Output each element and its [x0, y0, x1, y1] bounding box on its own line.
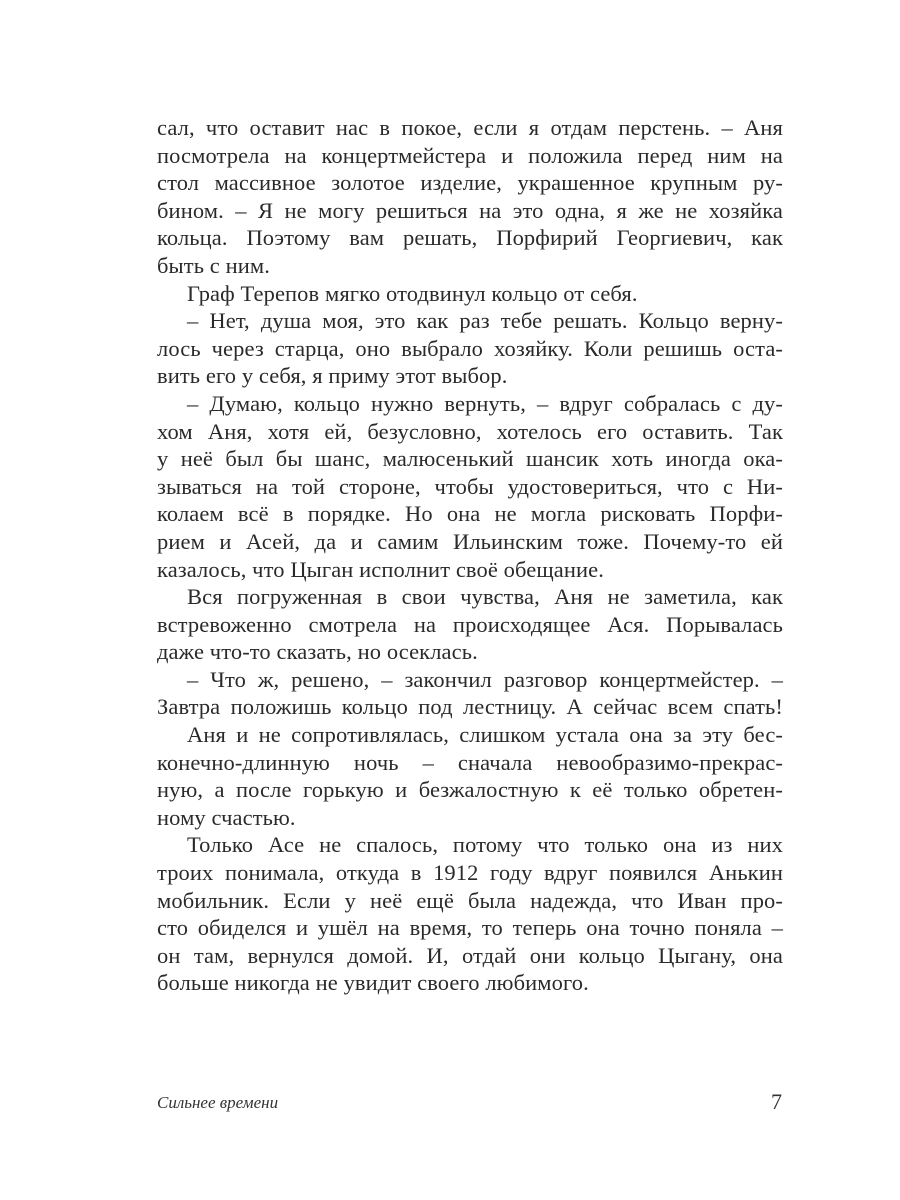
- text-line: колаем всё в порядке. Но она не могла рисковать Порфи-: [157, 501, 783, 527]
- text-line: даже что-то сказать, но осеклась.: [157, 639, 478, 665]
- paragraph: [157, 721, 783, 831]
- text-line: посмотрела на концертмейстера и положила перед ним на: [157, 142, 783, 168]
- text-line: у неё был бы шанс, малюсенький шансик хоть иногда ока-: [157, 446, 783, 472]
- text-line: встревоженно смотрела на происходящее Ася. Порывалась: [157, 611, 783, 637]
- text-line: мобильник. Если у неё ещё была надежда, что Иван про-: [157, 887, 783, 913]
- text-line: хом Аня, хотя ей, безусловно, хотелось его оставить. Так: [157, 418, 783, 444]
- text-line: казалось, что Цыган исполнит своё обещание.: [157, 556, 604, 582]
- text-line: сал, что оставит нас в покое, если я отдам перстень. – Аня: [157, 115, 783, 140]
- text-line: ному счастью.: [157, 804, 296, 830]
- text-line: Только Асе не спалось, потому что только она из них: [187, 832, 783, 858]
- paragraph: [157, 831, 783, 997]
- text-line: бином. – Я не могу решиться на это одна, я же не хозяйка: [157, 197, 783, 223]
- text-line: стол массивное золотое изделие, украшенное крупным ру-: [157, 170, 783, 196]
- text-line: вить его у себя, я приму этот выбор.: [157, 363, 508, 389]
- paragraph: [157, 583, 783, 666]
- paragraph: [157, 280, 783, 308]
- running-title: Сильнее времени: [157, 1093, 279, 1112]
- text-line: рием и Асей, да и самим Ильинским тоже. Почему-то ей: [157, 528, 783, 554]
- text-line: – Нет, душа моя, это как раз тебе решать. Кольцо верну-: [187, 308, 783, 334]
- text-line: Завтра положишь кольцо под лестницу. А сейчас всем спать!: [157, 694, 783, 720]
- text-line: Аня и не сопротивлялась, слишком устала она за эту бес-: [187, 722, 783, 748]
- text-line: лось через старца, оно выбрало хозяйку. Коли решишь оста-: [157, 335, 783, 361]
- text-line: – Что ж, решено, – закончил разговор концертмейстер. –: [187, 666, 783, 692]
- paragraph: [157, 390, 783, 583]
- page-body: [157, 114, 783, 997]
- text-line: конечно-длинную ночь – сначала невообразимо-прекрас-: [157, 749, 783, 775]
- text-line: – Думаю, кольцо нужно вернуть, – вдруг собралась с ду-: [187, 390, 783, 416]
- text-line: сто обиделся и ушёл на время, то теперь она точно поняла –: [157, 915, 783, 941]
- text-line: быть с ним.: [157, 252, 270, 278]
- text-line: ную, а после горькую и безжалостную к её только обретен-: [157, 777, 783, 803]
- paragraph: [157, 666, 783, 721]
- text-line: кольца. Поэтому вам решать, Порфирий Георгиевич, как: [157, 225, 783, 251]
- paragraph: [157, 114, 783, 280]
- text-line: Граф Терепов мягко отодвинул кольцо от себя.: [187, 280, 638, 306]
- text-line: больше никогда не увидит своего любимого.: [157, 970, 589, 996]
- text-line: зываться на той стороне, чтобы удостовериться, что с Ни-: [157, 473, 783, 499]
- paragraph: [157, 307, 783, 390]
- text-line: Вся погруженная в свои чувства, Аня не заметила, как: [187, 584, 783, 610]
- page-number: 7: [771, 1089, 782, 1114]
- text-line: троих понимала, откуда в 1912 году вдруг появился Анькин: [157, 860, 783, 886]
- text-line: он там, вернулся домой. И, отдай они кольцо Цыгану, она: [157, 942, 783, 968]
